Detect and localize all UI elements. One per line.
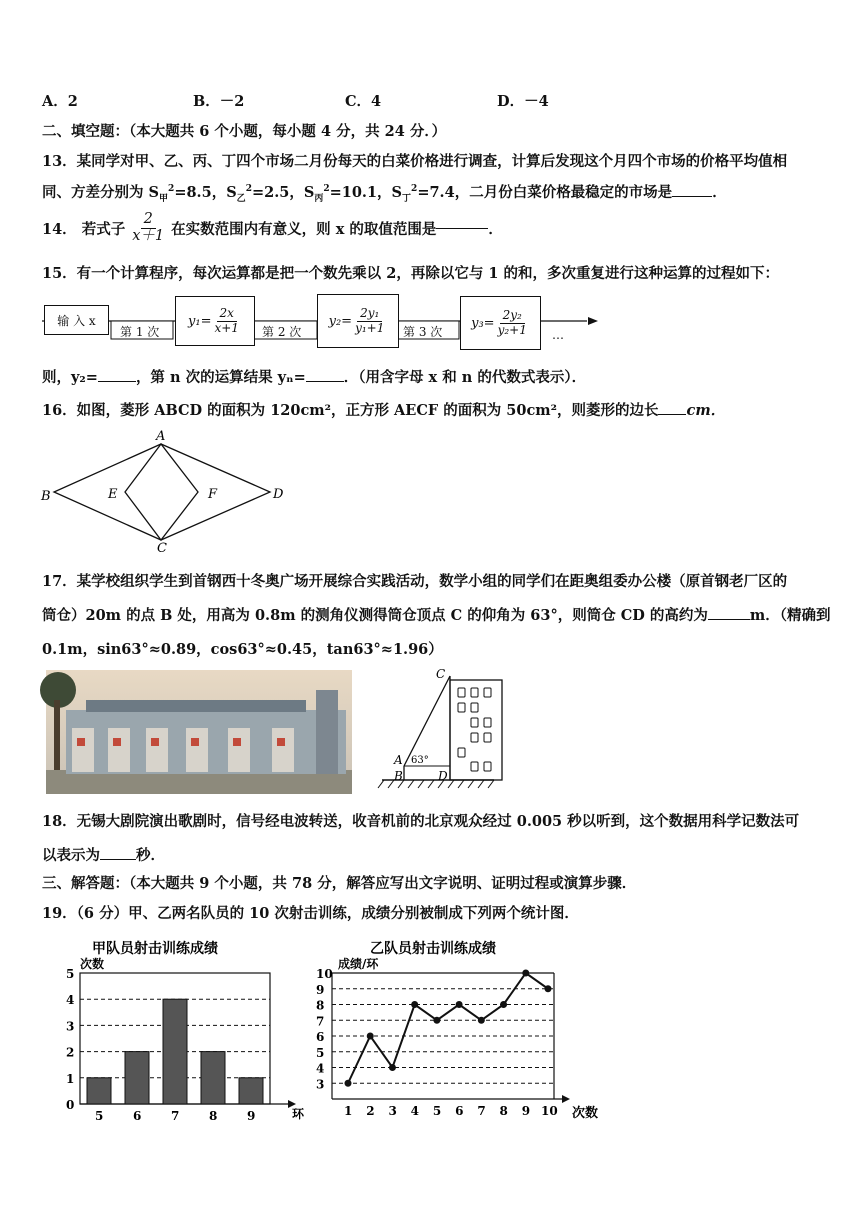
answer-blank[interactable] xyxy=(98,381,136,382)
x-tick-label: 3 xyxy=(388,1104,397,1118)
formula-box-3: y₃= $\frac{\text{2y₂}}{\text{y₂+1}}$ xyxy=(460,296,541,350)
y-tick-label: 3 xyxy=(66,1019,75,1034)
x-tick-label: 6 xyxy=(455,1104,464,1118)
y-tick-label: 8 xyxy=(316,998,325,1013)
label-c: C xyxy=(436,667,446,681)
data-point xyxy=(456,1001,463,1008)
bar xyxy=(125,1052,149,1104)
building-photo xyxy=(46,670,352,794)
bar xyxy=(163,999,187,1104)
q18-line1: 18．无锡大剧院演出歌剧时，信号经电波转送，收音机前的北京观众经过 0.005 秒以听到，这个数据用科学记数法可 xyxy=(42,813,800,830)
label-a: A xyxy=(156,429,166,444)
silo-figure xyxy=(374,662,514,790)
data-point xyxy=(522,970,529,977)
y-tick-label: 10 xyxy=(316,967,333,981)
x-tick-label: 8 xyxy=(209,1109,218,1123)
q15-answer: 则，y₂= ，第 n 次的运算结果 yₙ= ．（用含字母 x 和 n 的代数式表示）． xyxy=(42,369,587,386)
y-tick-label: 0 xyxy=(66,1098,75,1112)
label-b: B xyxy=(394,769,403,783)
answer-blank[interactable] xyxy=(708,619,750,620)
answer-blank[interactable] xyxy=(658,414,686,415)
data-point xyxy=(478,1017,485,1024)
bar-chart-jia xyxy=(40,935,305,1127)
label-f: F xyxy=(208,487,218,502)
line-chart-yi xyxy=(310,935,610,1127)
q19-text: 19．（6 分）甲、乙两名队员的 10 次射击训练，成绩分别被制成下列两个统计图． xyxy=(42,905,579,922)
data-point xyxy=(345,1080,352,1087)
q17-line3: 0.1m，sin63°≈0.89，cos63°≈0.45，tan63°≈1.96） xyxy=(42,641,443,658)
q14-fraction: $\frac{2}{x+1}$ xyxy=(132,211,165,244)
input-box: 输 入 x xyxy=(44,305,109,335)
y-axis-label: 成绩/环 xyxy=(338,957,379,971)
y-tick-label: 1 xyxy=(66,1071,75,1086)
x-tick-label: 4 xyxy=(410,1104,420,1118)
data-point xyxy=(389,1064,396,1071)
y-axis-label: 次数 xyxy=(80,957,105,971)
x-tick-label: 9 xyxy=(521,1104,531,1118)
option-c: C．4 xyxy=(345,93,382,110)
q17-line1: 17．某学校组织学生到首钢西十冬奥广场开展综合实践活动，数学小组的同学们在距奥组委办公楼（原首钢老厂区的 xyxy=(42,573,788,590)
q17-line2: 筒仓）20m 的点 B 处，用高为 0.8m 的测角仪测得筒仓顶点 C 的仰角为 63°，则筒仓 CD 的高约为 m．（精确到 xyxy=(42,607,831,624)
y-tick-label: 4 xyxy=(316,1061,325,1076)
y-tick-label: 9 xyxy=(316,982,325,997)
formula-box-2: y₂= $\frac{\text{2y₁}}{\text{y₁+1}}$ xyxy=(317,294,399,348)
y-tick-label: 2 xyxy=(66,1045,75,1060)
x-tick-label: 7 xyxy=(477,1104,486,1118)
answer-blank[interactable] xyxy=(306,381,344,382)
bar xyxy=(87,1078,111,1104)
formula-box-1: y₁= $\frac{2x}{x+1}$ xyxy=(175,296,255,346)
label-b: B xyxy=(41,489,51,504)
answer-blank[interactable] xyxy=(436,228,488,229)
x-tick-label: 5 xyxy=(95,1109,104,1123)
data-point xyxy=(500,1001,507,1008)
chart-title: 甲队员射击训练成绩 xyxy=(92,941,218,957)
y-tick-label: 4 xyxy=(66,993,75,1008)
x-tick-label: 8 xyxy=(499,1104,508,1118)
bar xyxy=(239,1078,263,1104)
section-3-heading: 三、解答题：（本大题共 9 个小题，共 78 分，解答应写出文字说明、证明过程或演算步骤． xyxy=(42,875,637,892)
section-2-heading: 二、填空题：（本大题共 6 个小题，每小题 4 分，共 24 分．） xyxy=(42,123,447,140)
step-2-label: 第 2 次 xyxy=(262,325,302,339)
q15-text: 15．有一个计算程序，每次运算都是把一个数先乘以 2，再除以它与 1 的和，多次重复进行这种运算的过程如下： xyxy=(42,265,779,282)
bar xyxy=(201,1052,225,1104)
square-aecf xyxy=(125,444,198,540)
y-tick-label: 7 xyxy=(316,1014,325,1029)
label-a: A xyxy=(394,753,403,767)
q13-line2: 同、方差分别为 $S_甲^2=8.5$，$S_乙^2=2.5$，$S_丙^2=10.1$，$S_丁^2=7.4$，二月份白菜价格最稳定的市场是 ． xyxy=(42,184,727,204)
label-e: E xyxy=(108,487,118,502)
q13-line1: 13．某同学对甲、乙、丙、丁四个市场二月份每天的白菜价格进行调查，计算后发现这个月四个市场的价格平均值相 xyxy=(42,153,788,170)
data-point xyxy=(367,1033,374,1040)
x-tick-label: 1 xyxy=(344,1104,353,1118)
x-axis-label: 次数 xyxy=(572,1106,599,1121)
q16-text: 16．如图，菱形 ABCD 的面积为 120cm²，正方形 AECF 的面积为 50cm²，则菱形的边长 cm． xyxy=(42,402,726,419)
step-1-label: 第 1 次 xyxy=(120,325,160,339)
option-a: A．2 xyxy=(42,93,78,110)
y-tick-label: 5 xyxy=(316,1045,325,1060)
label-c: C xyxy=(157,541,167,556)
data-point xyxy=(433,1017,440,1024)
x-tick-label: 7 xyxy=(171,1109,180,1123)
angle-label: 63° xyxy=(411,755,429,766)
option-d: D．－4 xyxy=(497,93,549,110)
y-tick-label: 6 xyxy=(316,1030,325,1044)
flow-ellipsis: … xyxy=(552,328,564,342)
series-line xyxy=(348,973,548,1083)
data-point xyxy=(411,1001,418,1008)
step-3-label: 第 3 次 xyxy=(403,325,443,339)
rhombus-abcd xyxy=(54,444,270,540)
label-d: D xyxy=(273,487,284,502)
option-b: B．－2 xyxy=(193,93,245,110)
answer-blank[interactable] xyxy=(672,196,712,197)
q18-line2: 以表示为 秒． xyxy=(42,847,165,864)
y-tick-label: 3 xyxy=(316,1077,325,1092)
x-tick-label: 6 xyxy=(133,1109,142,1123)
x-tick-label: 2 xyxy=(366,1104,375,1118)
data-point xyxy=(545,985,552,992)
x-tick-label: 5 xyxy=(432,1104,442,1118)
answer-blank[interactable] xyxy=(100,859,136,860)
y-tick-label: 5 xyxy=(66,967,75,981)
q14: 14． 若式子 $\frac{2}{x+1}$ 在实数范围内有意义，则 x 的取值范围是 ． xyxy=(42,211,503,244)
x-tick-label: 10 xyxy=(541,1104,558,1118)
x-axis-arrow xyxy=(562,1095,570,1103)
rhombus-figure xyxy=(38,428,288,558)
x-axis-label: 环 xyxy=(292,1107,305,1121)
x-tick-label: 9 xyxy=(247,1109,256,1123)
label-d: D xyxy=(438,769,448,783)
chart-title: 乙队员射击训练成绩 xyxy=(370,941,496,957)
